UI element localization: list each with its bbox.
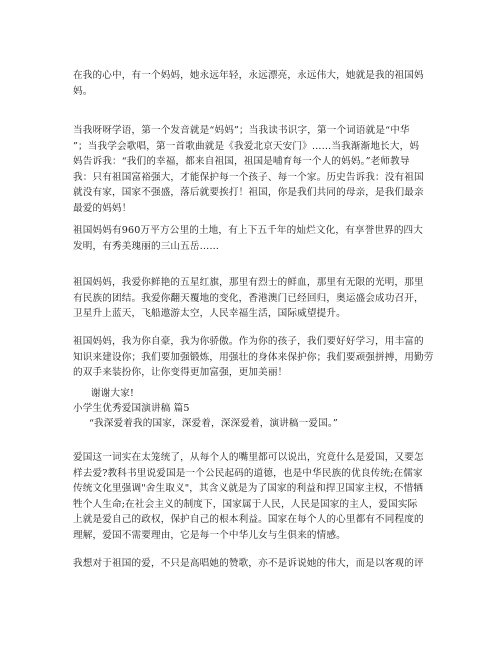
text-line: 妈告诉我：“我们的幸福，都来自祖国，祖国是哺育每一个人的妈妈。”老师教导 — [73, 156, 410, 167]
heading-line: 小学生优秀爱国演讲稿 篇5 — [73, 403, 190, 414]
text-line: 在我的心中，有一个妈妈，她永远年轻，永远漂亮，永远伟大，她就是我的祖国妈 — [73, 70, 424, 81]
text-line: 当我呀呀学语，第一个发音就是“妈妈”；当我读书识字，第一个词语就是“中华 — [73, 125, 410, 136]
paragraph-3 — [73, 223, 445, 254]
text-line: 我：只有祖国富裕强大，才能保护每一个孩子、每一个家。历史告诉我：没有祖国 — [73, 171, 424, 183]
paragraph-6 — [73, 450, 445, 543]
text-line: 样去爱?教科书里说爱国是一个公民起码的道德，也是中华民族的优良传统;在儒家 — [73, 467, 423, 479]
text-line: 妈。 — [73, 85, 93, 97]
text-line: 最爱的妈妈！ — [73, 202, 132, 214]
paragraph-1 — [73, 68, 445, 99]
text-line: 我想对于祖国的爱，不只是高唱她的赞歌，亦不是诉说她的伟大，而是以客观的评 — [73, 558, 424, 569]
text-line: 卫星升上蓝天，飞船遨游太空，人民幸福生活，国际威望提升。 — [73, 308, 346, 319]
text-line: 祖国妈妈，我为你自豪，我为你骄傲。作为你的孩子，我们要好好学习，用丰富的 — [73, 336, 424, 347]
paragraph-7 — [73, 556, 445, 572]
quote-line: “我深爱着我的国家，深爱着，深深爱着，演讲稿一爱国。” — [89, 418, 338, 429]
text-line: 祖国妈妈，我爱你鲜艳的五星红旗，那里有烈士的鲜血，那里有无限的光明，那里 — [73, 277, 424, 288]
paragraph-4 — [73, 275, 445, 322]
paragraph-5 — [73, 334, 445, 381]
text-line: ”；当我学会歌唱，第一首歌曲就是《我爱北京天安门》……当我渐渐地长大，妈 — [73, 140, 420, 152]
text-line: 爱国这一词实在太笼统了，从每个人的嘴里都可以说出，究竟什么是爱国，又要怎 — [73, 452, 424, 463]
section-heading — [73, 401, 445, 417]
text-line: 就没有家，国家不强盛，落后就要挨打！祖国，你是我们共同的母亲，是我们最亲 — [73, 187, 424, 198]
paragraph-quote — [73, 416, 445, 432]
paragraph-closing — [73, 386, 445, 402]
text-line: 祖国妈妈有960万平方公里的土地，有上下五千年的灿烂文化，有享誉世界的四大 — [73, 225, 424, 236]
text-line: 有民族的团结。我爱你翻天覆地的变化，香港澳门已经回归，奥运盛会成功召开， — [73, 292, 424, 304]
text-line: 的双手来装扮你，让你变得更加富强，更加美丽！ — [73, 367, 288, 378]
text-line: 上就是爱自己的政权，保护自己的根本利益。国家在每个人的心里都有不同程度的 — [73, 514, 424, 525]
closing-line: 谢谢大家! — [91, 388, 134, 399]
paragraph-2 — [73, 123, 445, 216]
text-line: 知识来建设你；我们要加强锻炼，用强壮的身体来保护你；我们要顽强拼搏，用勤劳 — [73, 351, 434, 363]
text-line: 理解，爱国不需要理由，它是每一个中华儿女与生俱来的情感。 — [73, 529, 346, 541]
text-line: 牲个人生命;在社会主义的制度下，国家属于人民，人民是国家的主人，爱国实际 — [73, 498, 418, 510]
text-line: 发明，有秀美瑰丽的三山五岳…… — [73, 240, 220, 252]
text-line: 传统文化里强调"舍生取义"，其含义就是为了国家的利益和捍卫国家主权，不惜牺 — [73, 483, 424, 494]
